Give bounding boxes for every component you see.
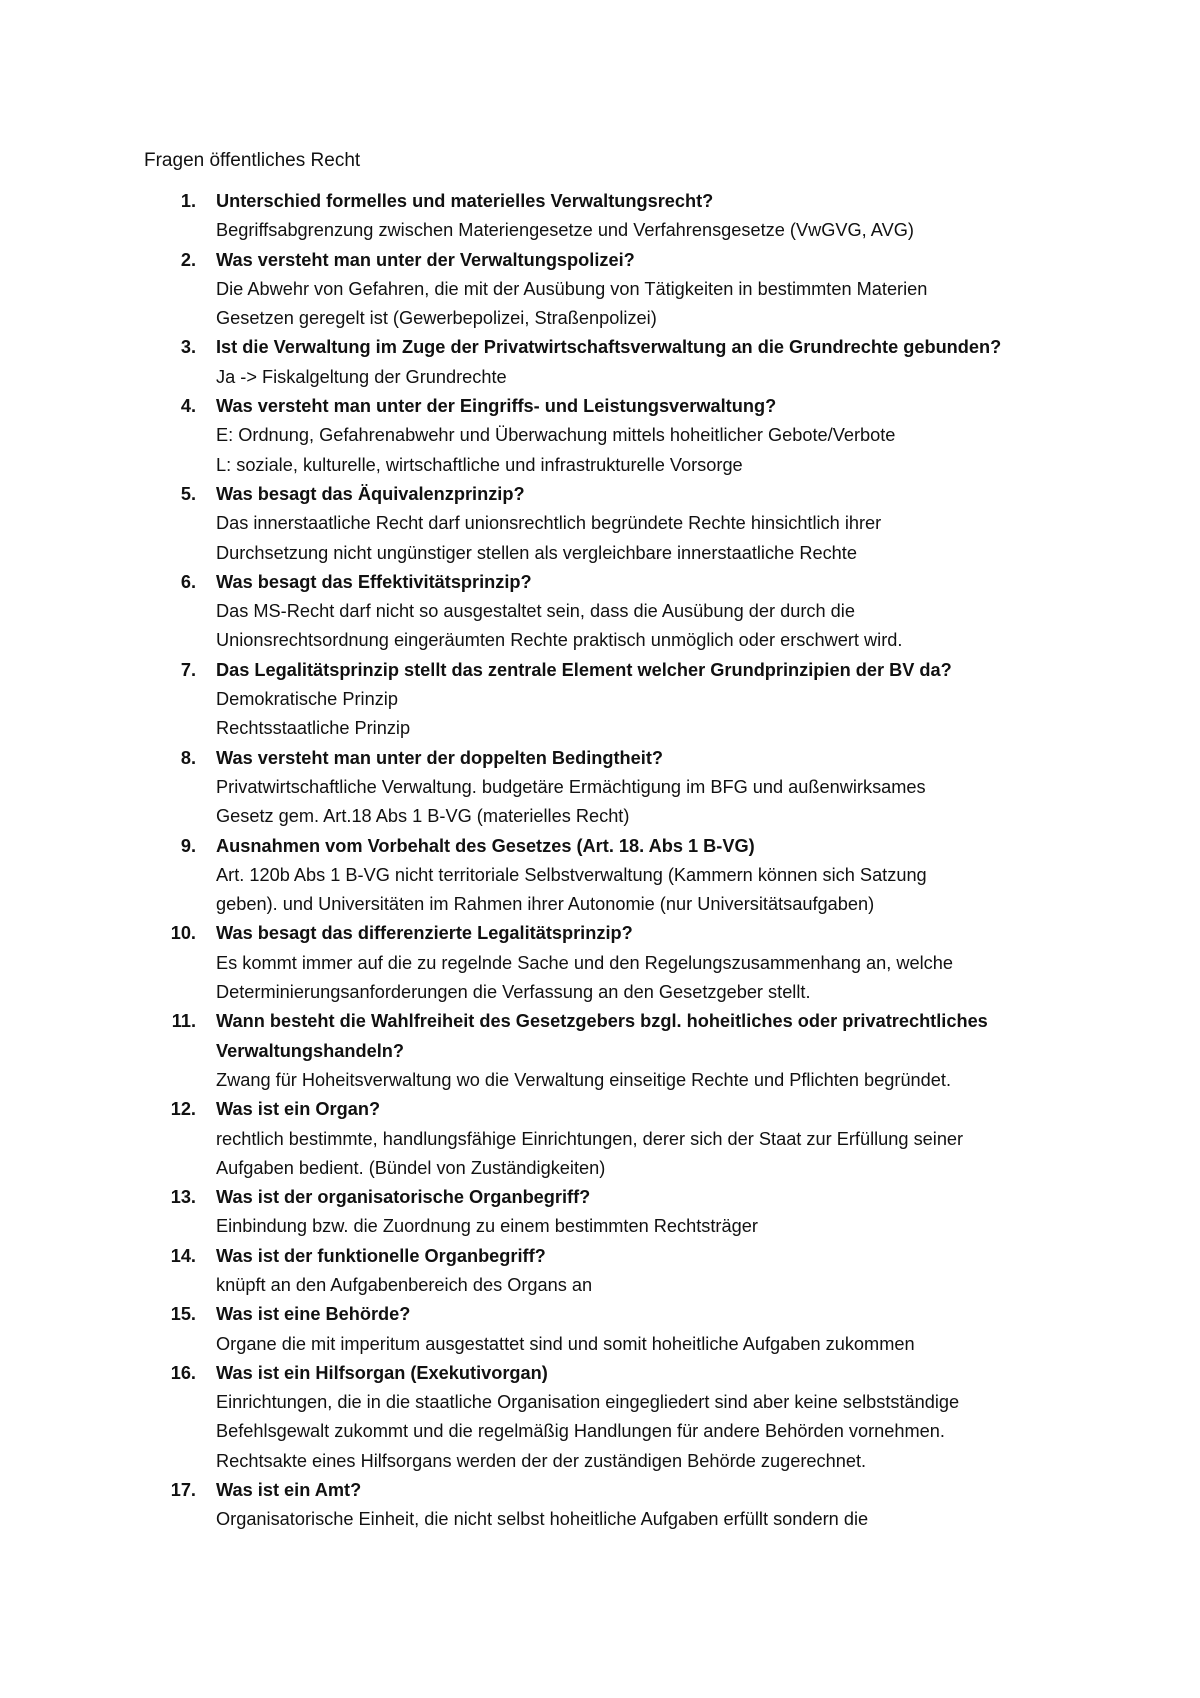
- question-number: 10.: [170, 923, 196, 944]
- question-item: [0, 919, 1200, 1007]
- question-number: 14.: [170, 1245, 196, 1266]
- question-line: Was ist der funktionelle Organbegriff?: [216, 1245, 546, 1266]
- question-item: [0, 1242, 1200, 1301]
- answer-text: [216, 1505, 1140, 1534]
- question-number: 13.: [170, 1187, 196, 1208]
- answer-text: [216, 1212, 1140, 1241]
- question-line: Ist die Verwaltung im Zuge der Privatwirtschaftsverwaltung an die Grundrechte gebunden?: [216, 337, 1002, 358]
- question-number: 15.: [170, 1304, 196, 1325]
- answer-text: [216, 685, 1140, 744]
- question-number: 7.: [180, 659, 196, 680]
- question-line: Was ist ein Organ?: [216, 1099, 381, 1120]
- question-list: [0, 187, 1200, 1535]
- answer-line: Demokratische Prinzip: [216, 689, 398, 710]
- question-item: [0, 1359, 1200, 1476]
- answer-text: [216, 275, 1140, 334]
- question-text: [216, 1183, 1140, 1212]
- answer-text: [216, 1066, 1140, 1095]
- question-item: [0, 246, 1200, 334]
- answer-line: Durchsetzung nicht ungünstiger stellen als vergleichbare innerstaatliche Rechte: [216, 542, 857, 563]
- question-line: Verwaltungshandeln?: [216, 1040, 404, 1061]
- question-item: [0, 1007, 1200, 1095]
- answer-line: geben). und Universitäten im Rahmen ihrer Autonomie (nur Universitätsaufgaben): [216, 894, 875, 915]
- answer-line: Begriffsabgrenzung zwischen Materiengesetze und Verfahrensgesetze (VwGVG, AVG): [216, 220, 914, 241]
- question-number: 2.: [180, 249, 196, 270]
- answer-line: Organe die mit imperitum ausgestattet sind und somit hoheitliche Aufgaben zukommen: [216, 1333, 915, 1354]
- question-item: [0, 1183, 1200, 1242]
- question-number: 5.: [180, 483, 196, 504]
- question-line: Das Legalitätsprinzip stellt das zentrale Element welcher Grundprinzipien der BV da?: [216, 659, 952, 680]
- answer-line: Es kommt immer auf die zu regelnde Sache und den Regelungszusammenhang an, welche: [216, 952, 954, 973]
- answer-text: [216, 949, 1140, 1008]
- question-number: 8.: [180, 747, 196, 768]
- question-number: 1.: [180, 191, 196, 211]
- answer-line: Aufgaben bedient. (Bündel von Zuständigkeiten): [216, 1157, 606, 1178]
- answer-text: [216, 773, 1140, 832]
- question-text: [216, 480, 1140, 509]
- question-text: [216, 1300, 1140, 1329]
- answer-text: [216, 421, 1140, 480]
- answer-text: [216, 1330, 1140, 1359]
- question-item: [0, 832, 1200, 920]
- question-line: Was besagt das differenzierte Legalitätsprinzip?: [216, 923, 633, 944]
- question-number: 4.: [180, 396, 196, 417]
- answer-line: Privatwirtschaftliche Verwaltung. budgetäre Ermächtigung im BFG und außenwirksames: [216, 776, 926, 797]
- question-text: [216, 1007, 1140, 1066]
- answer-line: Befehlsgewalt zukommt und die regelmäßig Handlungen für andere Behörden vornehmen.: [216, 1421, 945, 1442]
- answer-line: Gesetz gem. Art.18 Abs 1 B-VG (materielles Recht): [216, 806, 630, 827]
- answer-line: Die Abwehr von Gefahren, die mit der Ausübung von Tätigkeiten in bestimmten Materien: [216, 278, 928, 299]
- question-line: Was ist eine Behörde?: [216, 1304, 411, 1325]
- answer-line: Einrichtungen, die in die staatliche Organisation eingegliedert sind aber keine selbstständige: [216, 1392, 960, 1413]
- question-number: 17.: [170, 1480, 196, 1501]
- question-text: [216, 656, 1140, 685]
- answer-line: Organisatorische Einheit, die nicht selbst hoheitliche Aufgaben erfüllt sondern die: [216, 1509, 869, 1530]
- answer-text: [216, 1388, 1140, 1476]
- question-line: Was versteht man unter der doppelten Bedingtheit?: [216, 747, 663, 768]
- question-line: Was ist der organisatorische Organbegriff?: [216, 1187, 591, 1208]
- question-item: [0, 392, 1200, 480]
- answer-text: [216, 509, 1140, 568]
- question-number: 16.: [170, 1362, 196, 1383]
- question-text: [216, 1095, 1140, 1124]
- question-text: [216, 919, 1140, 948]
- answer-text: [216, 216, 1140, 245]
- question-item: [0, 1476, 1200, 1535]
- answer-line: rechtlich bestimmte, handlungsfähige Einrichtungen, derer sich der Staat zur Erfüllung seiner: [216, 1128, 964, 1149]
- question-text: [216, 568, 1140, 597]
- question-text: [216, 744, 1140, 773]
- answer-line: Determinierungsanforderungen die Verfassung an den Gesetzgeber stellt.: [216, 982, 811, 1003]
- answer-line: Zwang für Hoheitsverwaltung wo die Verwaltung einseitige Rechte und Pflichten begründet.: [216, 1069, 952, 1090]
- question-item: [0, 744, 1200, 832]
- answer-line: Rechtsstaatliche Prinzip: [216, 718, 411, 739]
- question-text: [216, 246, 1140, 275]
- question-number: 12.: [170, 1099, 196, 1120]
- answer-line: knüpft an den Aufgabenbereich des Organs an: [216, 1274, 593, 1295]
- answer-line: Einbindung bzw. die Zuordnung zu einem bestimmten Rechtsträger: [216, 1216, 758, 1237]
- question-line: Was versteht man unter der Verwaltungspolizei?: [216, 249, 635, 270]
- question-line: Was ist ein Hilfsorgan (Exekutivorgan): [216, 1362, 548, 1383]
- answer-line: Das innerstaatliche Recht darf unionsrechtlich begründete Rechte hinsichtlich ihrer: [216, 513, 882, 534]
- answer-line: Gesetzen geregelt ist (Gewerbepolizei, Straßenpolizei): [216, 308, 657, 329]
- question-text: [216, 832, 1140, 861]
- answer-text: [216, 363, 1140, 392]
- answer-line: L: soziale, kulturelle, wirtschaftliche und infrastrukturelle Vorsorge: [216, 454, 743, 475]
- answer-text: [216, 597, 1140, 656]
- question-item: [0, 568, 1200, 656]
- question-line: Was besagt das Äquivalenzprinzip?: [216, 483, 525, 504]
- question-item: [0, 1300, 1200, 1359]
- question-number: 11.: [171, 1011, 196, 1032]
- question-text: [216, 333, 1140, 362]
- answer-line: Rechtsakte eines Hilfsorgans werden der der zuständigen Behörde zugerechnet.: [216, 1450, 867, 1471]
- question-line: Ausnahmen vom Vorbehalt des Gesetzes (Art. 18. Abs 1 B-VG): [216, 835, 755, 856]
- answer-line: Art. 120b Abs 1 B-VG nicht territoriale Selbstverwaltung (Kammern können sich Satzung: [216, 864, 927, 885]
- question-item: [0, 1095, 1200, 1183]
- answer-line: Das MS-Recht darf nicht so ausgestaltet sein, dass die Ausübung der durch die: [216, 601, 855, 622]
- answer-line: Ja -> Fiskalgeltung der Grundrechte: [216, 366, 507, 387]
- question-line: Was besagt das Effektivitätsprinzip?: [216, 571, 532, 592]
- question-item: [0, 656, 1200, 744]
- question-item: [0, 480, 1200, 568]
- answer-text: [216, 861, 1140, 920]
- question-line: Unterschied formelles und materielles Verwaltungsrecht?: [216, 191, 714, 211]
- question-line: Was versteht man unter der Eingriffs- und Leistungsverwaltung?: [216, 396, 777, 417]
- question-number: 9.: [180, 835, 196, 856]
- answer-text: [216, 1125, 1140, 1184]
- answer-text: [216, 1271, 1140, 1300]
- answer-line: E: Ordnung, Gefahrenabwehr und Überwachung mittels hoheitlicher Gebote/Verbote: [216, 425, 896, 446]
- question-number: 3.: [180, 337, 196, 358]
- question-line: Wann besteht die Wahlfreiheit des Gesetzgebers bzgl. hoheitliches oder privatrechtliches: [216, 1011, 988, 1032]
- question-text: [216, 1359, 1140, 1388]
- question-number: 6.: [180, 571, 196, 592]
- question-text: [216, 1476, 1140, 1505]
- question-line: Was ist ein Amt?: [216, 1480, 362, 1501]
- question-text: [216, 187, 1140, 216]
- question-item: [0, 187, 1200, 246]
- document-title: Fragen öffentliches Recht: [144, 150, 361, 171]
- question-item: [0, 333, 1200, 392]
- question-text: [216, 392, 1140, 421]
- question-text: [216, 1242, 1140, 1271]
- answer-line: Unionsrechtsordnung eingeräumten Rechte praktisch unmöglich oder erschwert wird.: [216, 630, 903, 651]
